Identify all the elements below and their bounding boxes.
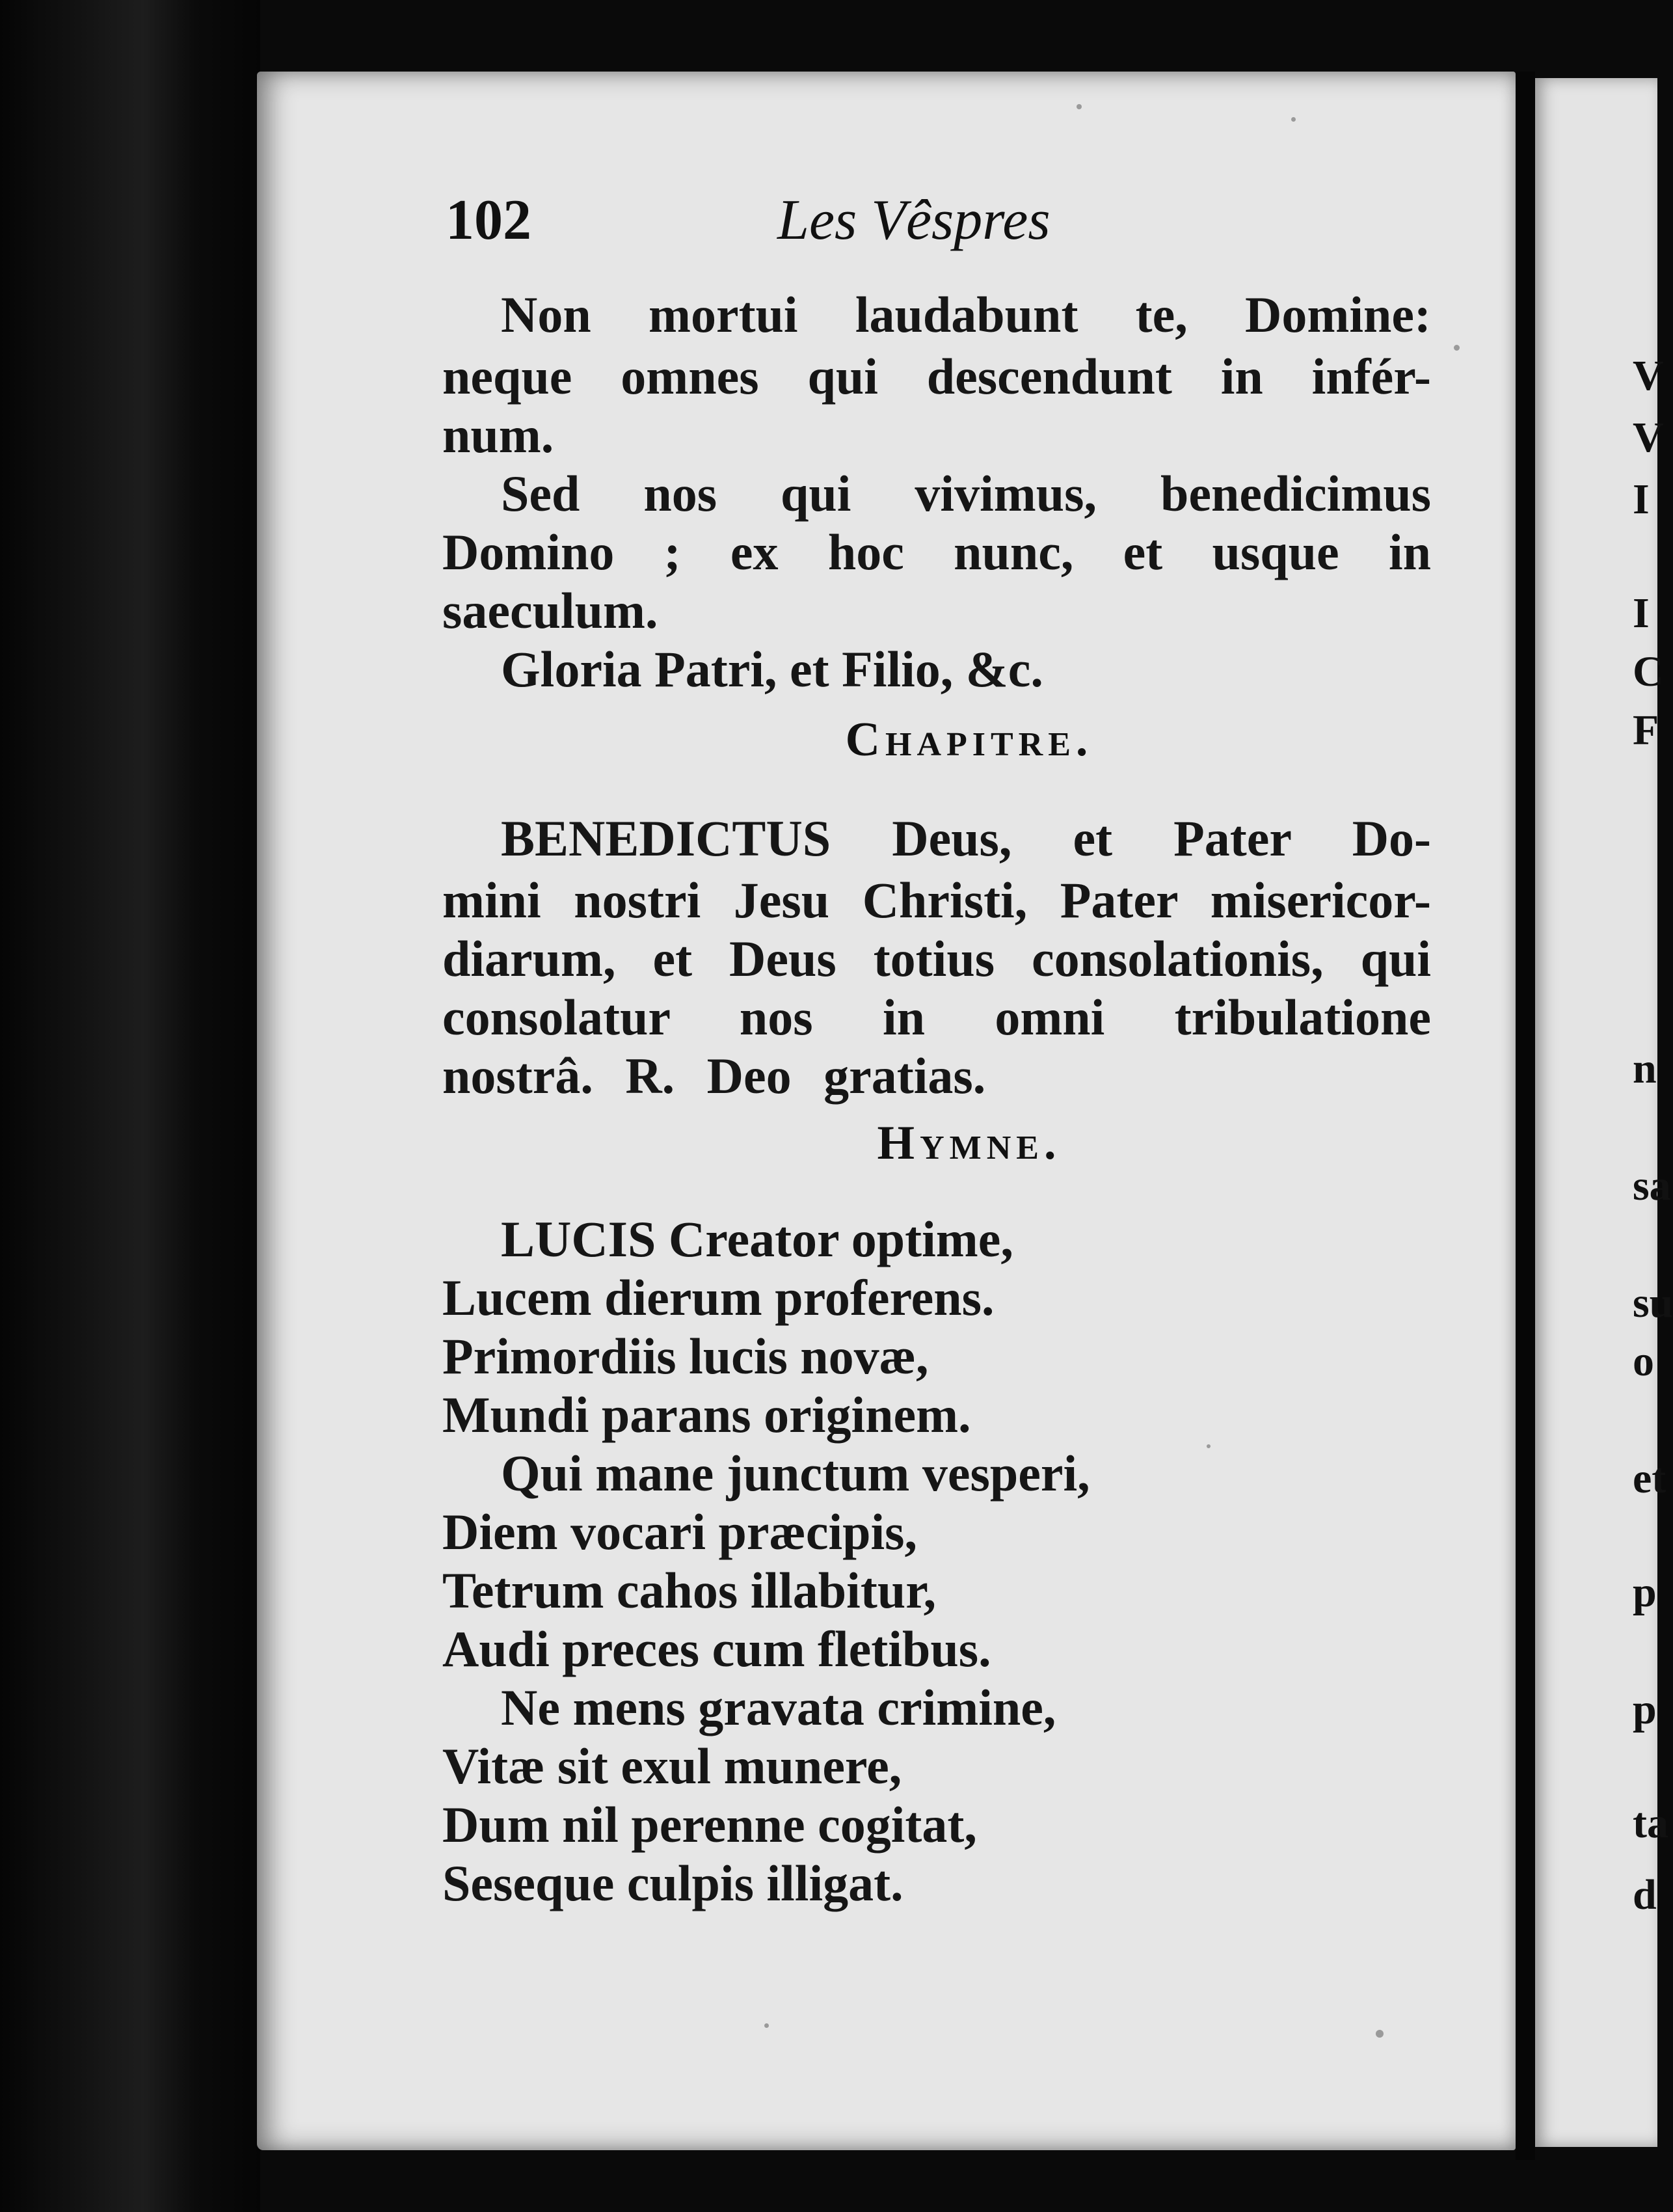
- binding-gutter: [0, 0, 260, 2212]
- next-page-fragment: n: [1633, 1045, 1657, 1092]
- psalm-line: Sed nos qui vivimus, benedicimus: [501, 465, 1431, 522]
- hymn-line: Audi preces cum fletibus.: [442, 1621, 991, 1677]
- hymne-heading: Hymne.: [877, 1116, 1062, 1170]
- next-page-fragment: V: [1633, 414, 1664, 461]
- next-page-fragment: p: [1633, 1686, 1657, 1733]
- chapitre-line: diarum, et Deus totius consolationis, qui: [442, 930, 1431, 987]
- next-page-fragment: ta: [1633, 1800, 1668, 1847]
- chapitre-heading: Chapitre.: [845, 713, 1093, 766]
- next-page-fragment: V: [1633, 352, 1664, 399]
- hymn-line: Ne mens gravata crimine,: [501, 1679, 1056, 1736]
- chapitre-line: nostrâ. R. Deo gratias.: [442, 1047, 986, 1104]
- chapitre-line: mini nostri Jesu Christi, Pater misericor-: [442, 872, 1431, 928]
- next-page-fragment: F: [1633, 707, 1659, 754]
- hymn-line: Diem vocari præcipis,: [442, 1504, 918, 1560]
- next-page-fragment: p: [1633, 1569, 1657, 1616]
- psalm-line: Domino ; ex hoc nunc, et usque in: [442, 524, 1431, 580]
- next-page-fragment: I: [1633, 589, 1650, 637]
- page-number: 102: [446, 189, 531, 252]
- psalm-line: saeculum.: [442, 582, 658, 639]
- psalm-doxology: Gloria Patri, et Filio, &c.: [501, 641, 1043, 697]
- hymn-line: Primordiis lucis novæ,: [442, 1328, 929, 1384]
- next-page-fragment: su: [1633, 1279, 1673, 1327]
- next-page-edge: [1535, 78, 1673, 2147]
- hymn-line: Qui mane junctum vesperi,: [501, 1445, 1090, 1502]
- next-page-fragment: d: [1633, 1871, 1657, 1919]
- next-page-fragment: et: [1633, 1455, 1666, 1502]
- next-page-fragment: o: [1633, 1338, 1654, 1385]
- hymn-line: Vitæ sit exul munere,: [442, 1738, 902, 1794]
- chapitre-line: BENEDICTUS Deus, et Pater Do-: [501, 810, 1431, 867]
- chapitre-line: consolatur nos in omni tribulatione: [442, 989, 1431, 1045]
- running-title: Les Vêspres: [777, 189, 1051, 252]
- hymn-line: Seseque culpis illigat.: [442, 1855, 903, 1911]
- hymn-line: Dum nil perenne cogitat,: [442, 1796, 977, 1853]
- psalm-line: num.: [442, 407, 554, 463]
- page-gap: [1516, 72, 1535, 2160]
- next-page-fragment: sa: [1633, 1162, 1671, 1209]
- psalm-line: Non mortui laudabunt te, Domine:: [501, 286, 1431, 343]
- next-page-fragment: I: [1633, 476, 1650, 523]
- psalm-line: neque omnes qui descendunt in infér-: [442, 348, 1431, 405]
- hymn-line: Lucem dierum proferens.: [442, 1269, 995, 1326]
- hymn-line: LUCIS Creator optime,: [501, 1211, 1013, 1267]
- hymn-line: Tetrum cahos illabitur,: [442, 1562, 937, 1619]
- next-page-fragment: C: [1633, 648, 1664, 695]
- hymn-line: Mundi parans originem.: [442, 1386, 971, 1443]
